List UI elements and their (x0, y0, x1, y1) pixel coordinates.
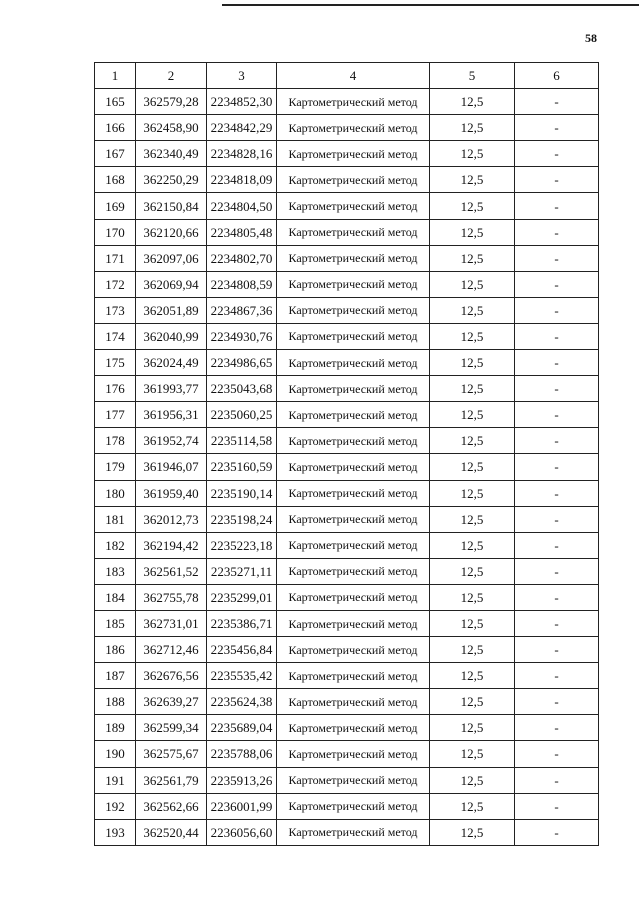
table-cell: 362120,66 (136, 219, 207, 245)
table-cell: 184 (95, 584, 136, 610)
table-cell: Картометрический метод (277, 141, 430, 167)
table-cell: 12,5 (430, 480, 515, 506)
table-row (95, 689, 599, 715)
table-row (95, 741, 599, 767)
table-cell: 362194,42 (136, 532, 207, 558)
table-cell: - (515, 506, 599, 532)
table-cell: 178 (95, 428, 136, 454)
table-cell: 12,5 (430, 454, 515, 480)
table-cell: 12,5 (430, 793, 515, 819)
table-cell: Картометрический метод (277, 819, 430, 845)
table-cell: - (515, 428, 599, 454)
table-cell: - (515, 271, 599, 297)
table-cell: 12,5 (430, 350, 515, 376)
table-cell: Картометрический метод (277, 558, 430, 584)
table-cell: Картометрический метод (277, 637, 430, 663)
table-cell: 2234867,36 (207, 297, 277, 323)
table-cell: 168 (95, 167, 136, 193)
table-cell: 180 (95, 480, 136, 506)
table-cell: 188 (95, 689, 136, 715)
table-cell: 12,5 (430, 297, 515, 323)
table-cell: 2235060,25 (207, 402, 277, 428)
table-cell: Картометрический метод (277, 610, 430, 636)
table-row (95, 141, 599, 167)
table-cell: 12,5 (430, 689, 515, 715)
table-cell: 2234802,70 (207, 245, 277, 271)
table-cell: 12,5 (430, 741, 515, 767)
table-cell: 362250,29 (136, 167, 207, 193)
table-cell: - (515, 741, 599, 767)
table-cell: 2235043,68 (207, 376, 277, 402)
table-cell: 170 (95, 219, 136, 245)
top-rule (222, 4, 639, 6)
table-row (95, 767, 599, 793)
table-cell: 12,5 (430, 532, 515, 558)
table-cell: 12,5 (430, 193, 515, 219)
table-row (95, 715, 599, 741)
table-cell: 2235386,71 (207, 610, 277, 636)
table-row (95, 376, 599, 402)
table-row (95, 480, 599, 506)
table-cell: 179 (95, 454, 136, 480)
table-cell: 2235114,58 (207, 428, 277, 454)
table-cell: 193 (95, 819, 136, 845)
table-cell: 2235535,42 (207, 663, 277, 689)
table-cell: 174 (95, 323, 136, 349)
table-cell: 2236001,99 (207, 793, 277, 819)
table-cell: - (515, 767, 599, 793)
table-cell: - (515, 584, 599, 610)
table-row (95, 584, 599, 610)
table-cell: 181 (95, 506, 136, 532)
table-cell: 189 (95, 715, 136, 741)
table-cell: Картометрический метод (277, 584, 430, 610)
header-cell: 2 (136, 63, 207, 89)
table-cell: Картометрический метод (277, 454, 430, 480)
table-cell: - (515, 402, 599, 428)
table-row (95, 350, 599, 376)
table-cell: Картометрический метод (277, 323, 430, 349)
table-cell: 2235913,26 (207, 767, 277, 793)
table-cell: 362561,79 (136, 767, 207, 793)
header-cell: 3 (207, 63, 277, 89)
table-cell: Картометрический метод (277, 193, 430, 219)
table-cell: 362069,94 (136, 271, 207, 297)
table-cell: 186 (95, 637, 136, 663)
table-cell: - (515, 689, 599, 715)
table-cell: 362579,28 (136, 89, 207, 115)
table-cell: 12,5 (430, 89, 515, 115)
table-cell: Картометрический метод (277, 350, 430, 376)
table-cell: 12,5 (430, 506, 515, 532)
table-row (95, 89, 599, 115)
table-cell: Картометрический метод (277, 219, 430, 245)
table-cell: 2235456,84 (207, 637, 277, 663)
table-cell: 2235223,18 (207, 532, 277, 558)
table-cell: 2235271,11 (207, 558, 277, 584)
table-cell: 362040,99 (136, 323, 207, 349)
table-cell: 2235299,01 (207, 584, 277, 610)
table-cell: - (515, 454, 599, 480)
table-cell: 362639,27 (136, 689, 207, 715)
table-cell: 2234828,16 (207, 141, 277, 167)
table-cell: 362150,84 (136, 193, 207, 219)
table-row (95, 245, 599, 271)
table-cell: 361993,77 (136, 376, 207, 402)
table-cell: 361952,74 (136, 428, 207, 454)
table-row (95, 558, 599, 584)
table-cell: 362575,67 (136, 741, 207, 767)
table-cell: 362520,44 (136, 819, 207, 845)
table-cell: 2234842,29 (207, 115, 277, 141)
table-cell: 362051,89 (136, 297, 207, 323)
table-cell: Картометрический метод (277, 767, 430, 793)
table-cell: Картометрический метод (277, 89, 430, 115)
table-cell: 2236056,60 (207, 819, 277, 845)
table-cell: 12,5 (430, 584, 515, 610)
table-cell: Картометрический метод (277, 506, 430, 532)
table-cell: Картометрический метод (277, 532, 430, 558)
table-cell: Картометрический метод (277, 297, 430, 323)
table-cell: 177 (95, 402, 136, 428)
table-cell: Картометрический метод (277, 115, 430, 141)
table-cell: Картометрический метод (277, 271, 430, 297)
table-cell: 362340,49 (136, 141, 207, 167)
table-row (95, 793, 599, 819)
table-cell: 192 (95, 793, 136, 819)
table-cell: 12,5 (430, 637, 515, 663)
table-cell: - (515, 323, 599, 349)
header-cell: 6 (515, 63, 599, 89)
table-cell: - (515, 89, 599, 115)
table-cell: 12,5 (430, 219, 515, 245)
table-cell: 182 (95, 532, 136, 558)
table-cell: 167 (95, 141, 136, 167)
table-cell: 2235198,24 (207, 506, 277, 532)
table-cell: 12,5 (430, 663, 515, 689)
table-cell: 362024,49 (136, 350, 207, 376)
table-row (95, 819, 599, 845)
table-cell: 362676,56 (136, 663, 207, 689)
table-cell: 362012,73 (136, 506, 207, 532)
table-body (95, 63, 599, 846)
table-cell: 2234930,76 (207, 323, 277, 349)
table-cell: 2234986,65 (207, 350, 277, 376)
table-cell: - (515, 193, 599, 219)
table-cell: Картометрический метод (277, 793, 430, 819)
table-cell: 361959,40 (136, 480, 207, 506)
header-cell: 1 (95, 63, 136, 89)
table-cell: - (515, 245, 599, 271)
table-cell: - (515, 219, 599, 245)
table-cell: 12,5 (430, 115, 515, 141)
table-cell: - (515, 141, 599, 167)
table-cell: 12,5 (430, 610, 515, 636)
table-cell: 12,5 (430, 402, 515, 428)
header-cell: 4 (277, 63, 430, 89)
table-row (95, 193, 599, 219)
table-cell: 165 (95, 89, 136, 115)
table-cell: 166 (95, 115, 136, 141)
table-row (95, 428, 599, 454)
table-cell: 362562,66 (136, 793, 207, 819)
table-row (95, 115, 599, 141)
table-cell: 171 (95, 245, 136, 271)
table-cell: 12,5 (430, 376, 515, 402)
table-cell: - (515, 115, 599, 141)
table-cell: Картометрический метод (277, 663, 430, 689)
table-cell: Картометрический метод (277, 741, 430, 767)
table-cell: - (515, 819, 599, 845)
table-cell: 2235624,38 (207, 689, 277, 715)
table-cell: 191 (95, 767, 136, 793)
header-cell: 5 (430, 63, 515, 89)
table-cell: 2234852,30 (207, 89, 277, 115)
table-cell: 362599,34 (136, 715, 207, 741)
table-cell: 12,5 (430, 767, 515, 793)
table-cell: 362755,78 (136, 584, 207, 610)
table-cell: Картометрический метод (277, 428, 430, 454)
table-cell: 12,5 (430, 141, 515, 167)
table-cell: Картометрический метод (277, 402, 430, 428)
table-cell: 361956,31 (136, 402, 207, 428)
table-cell: 361946,07 (136, 454, 207, 480)
table-cell: - (515, 297, 599, 323)
table-cell: - (515, 663, 599, 689)
table-row (95, 402, 599, 428)
table-row (95, 610, 599, 636)
table-cell: 2235190,14 (207, 480, 277, 506)
table-cell: 2235689,04 (207, 715, 277, 741)
table-cell: 172 (95, 271, 136, 297)
table-cell: - (515, 793, 599, 819)
table-cell: 2234805,48 (207, 219, 277, 245)
table-row (95, 454, 599, 480)
table-cell: - (515, 532, 599, 558)
table-cell: 176 (95, 376, 136, 402)
table-cell: 2235788,06 (207, 741, 277, 767)
table-cell: 190 (95, 741, 136, 767)
table-header-row (95, 63, 599, 89)
table-cell: 2235160,59 (207, 454, 277, 480)
table-cell: 12,5 (430, 428, 515, 454)
table-row (95, 297, 599, 323)
table-cell: - (515, 167, 599, 193)
table-cell: 187 (95, 663, 136, 689)
table-cell: 2234818,09 (207, 167, 277, 193)
table-cell: 12,5 (430, 167, 515, 193)
table-cell: - (515, 610, 599, 636)
table-cell: 12,5 (430, 271, 515, 297)
table-row (95, 323, 599, 349)
table-cell: 362458,90 (136, 115, 207, 141)
table-cell: 362712,46 (136, 637, 207, 663)
table-cell: 12,5 (430, 819, 515, 845)
table-cell: 362097,06 (136, 245, 207, 271)
table-row (95, 663, 599, 689)
table-cell: - (515, 376, 599, 402)
table-cell: 2234808,59 (207, 271, 277, 297)
page-number: 58 (585, 31, 597, 45)
table-row (95, 637, 599, 663)
table-row (95, 271, 599, 297)
table-cell: Картометрический метод (277, 689, 430, 715)
table-cell: Картометрический метод (277, 167, 430, 193)
coordinates-table (94, 62, 599, 846)
table-cell: 362731,01 (136, 610, 207, 636)
table-cell: 169 (95, 193, 136, 219)
table-cell: Картометрический метод (277, 245, 430, 271)
table-cell: - (515, 480, 599, 506)
table-cell: 173 (95, 297, 136, 323)
table-cell: - (515, 637, 599, 663)
table-cell: 2234804,50 (207, 193, 277, 219)
table-row (95, 506, 599, 532)
table-cell: Картометрический метод (277, 480, 430, 506)
table-row (95, 167, 599, 193)
table-cell: - (515, 558, 599, 584)
table-cell: - (515, 715, 599, 741)
table-cell: 362561,52 (136, 558, 207, 584)
table-cell: 175 (95, 350, 136, 376)
table-cell: Картометрический метод (277, 715, 430, 741)
table-row (95, 219, 599, 245)
table-row (95, 532, 599, 558)
table-cell: 12,5 (430, 715, 515, 741)
table-cell: 12,5 (430, 323, 515, 349)
table-cell: 185 (95, 610, 136, 636)
table-cell: Картометрический метод (277, 376, 430, 402)
table-cell: - (515, 350, 599, 376)
table-cell: 12,5 (430, 558, 515, 584)
table-cell: 183 (95, 558, 136, 584)
table-cell: 12,5 (430, 245, 515, 271)
